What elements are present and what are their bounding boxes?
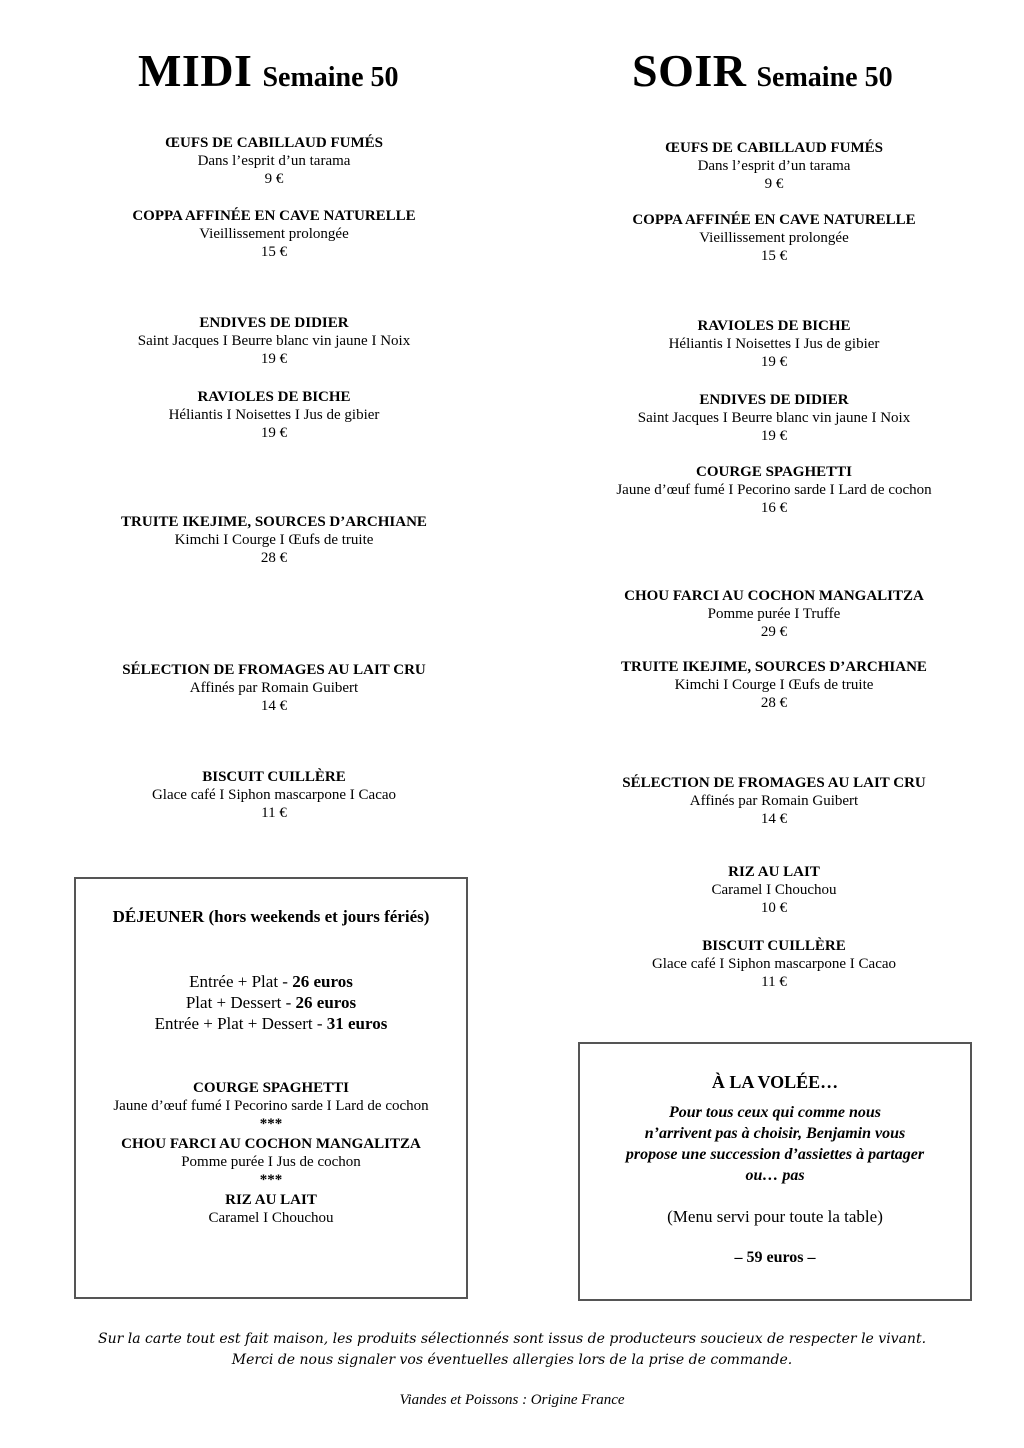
- dish-price: 19 €: [760, 354, 788, 370]
- soir-dish: [554, 658, 994, 712]
- dejeuner-dish: [76, 1135, 466, 1171]
- volee-line: Pour tous ceux qui comme nous: [668, 1104, 882, 1121]
- soir-title-main: SOIR: [632, 45, 747, 96]
- dish-name: BISCUIT CUILLÈRE: [202, 769, 346, 785]
- formula-label: Entrée + Plat -: [189, 972, 293, 991]
- midi-title-main: MIDI: [138, 45, 253, 96]
- dish-name: COURGE SPAGHETTI: [193, 1080, 349, 1096]
- dish-name: COPPA AFFINÉE EN CAVE NATURELLE: [132, 208, 416, 224]
- footer-origin: Viandes et Poissons : Origine France: [399, 1392, 625, 1408]
- dejeuner-title: DÉJEUNER (hors weekends et jours fériés): [112, 907, 430, 926]
- dish-name: RAVIOLES DE BICHE: [197, 389, 351, 405]
- dish-price: 11 €: [761, 974, 787, 990]
- dish-description: Glace café I Siphon mascarpone I Cacao: [651, 956, 897, 972]
- dish-name: COURGE SPAGHETTI: [696, 464, 852, 480]
- dish-price: 15 €: [760, 248, 788, 264]
- midi-dish: [54, 768, 494, 822]
- dish-name: SÉLECTION DE FROMAGES AU LAIT CRU: [122, 662, 426, 678]
- dish-description: Dans l’esprit d’un tarama: [197, 153, 351, 169]
- dish-description: Dans l’esprit d’un tarama: [697, 158, 851, 174]
- soir-title-week: Semaine 50: [756, 62, 893, 93]
- dish-name: TRUITE IKEJIME, SOURCES D’ARCHIANE: [121, 514, 427, 530]
- midi-dish: [54, 134, 494, 188]
- volee-line: ou… pas: [745, 1167, 805, 1184]
- dish-name: ŒUFS DE CABILLAUD FUMÉS: [165, 135, 383, 151]
- soir-dish: [554, 774, 994, 828]
- dish-description: Affinés par Romain Guibert: [189, 680, 359, 696]
- dish-price: 9 €: [764, 176, 784, 192]
- dish-name: RAVIOLES DE BICHE: [697, 318, 851, 334]
- dish-name: SÉLECTION DE FROMAGES AU LAIT CRU: [622, 775, 926, 791]
- dish-name: ENDIVES DE DIDIER: [199, 315, 349, 331]
- dish-description: Caramel I Chouchou: [208, 1210, 334, 1226]
- formula-line: [76, 992, 466, 1013]
- midi-title-week: Semaine 50: [262, 62, 399, 93]
- dish-price: 19 €: [260, 351, 288, 367]
- dish-price: 28 €: [760, 695, 788, 711]
- soir-dish: [554, 317, 994, 371]
- formula-price: 26 euros: [292, 972, 353, 991]
- dish-price: 28 €: [260, 550, 288, 566]
- dish-price: 16 €: [760, 500, 788, 516]
- dish-description: Kimchi I Courge I Œufs de truite: [674, 677, 874, 693]
- midi-dish: [54, 661, 494, 715]
- soir-menu: [554, 0, 994, 1000]
- midi-dish: [54, 513, 494, 567]
- midi-dish: [54, 207, 494, 261]
- dish-price: 19 €: [760, 428, 788, 444]
- dish-description: Héliantis I Noisettes I Jus de gibier: [168, 407, 380, 423]
- soir-dish: [554, 463, 994, 517]
- dejeuner-dish: [76, 1191, 466, 1227]
- soir-dish: [554, 211, 994, 265]
- dish-description: Caramel I Chouchou: [711, 882, 837, 898]
- midi-dish: [54, 314, 494, 368]
- midi-dish: [54, 388, 494, 442]
- dish-name: COPPA AFFINÉE EN CAVE NATURELLE: [632, 212, 916, 228]
- formula-label: Entrée + Plat + Dessert -: [154, 1014, 327, 1033]
- dish-description: Pomme purée I Jus de cochon: [181, 1154, 361, 1170]
- dish-description: Kimchi I Courge I Œufs de truite: [174, 532, 374, 548]
- dejeuner-dish: [76, 1079, 466, 1115]
- volee-price: – 59 euros –: [734, 1249, 816, 1266]
- dish-description: Saint Jacques I Beurre blanc vin jaune I Noix: [137, 333, 411, 349]
- soir-dish: [554, 139, 994, 193]
- dish-name: RIZ AU LAIT: [728, 864, 820, 880]
- dish-description: Jaune d’œuf fumé I Pecorino sarde I Lard de cochon: [113, 1098, 429, 1114]
- dish-description: Héliantis I Noisettes I Jus de gibier: [668, 336, 880, 352]
- formula-line: [76, 971, 466, 992]
- formula-label: Plat + Dessert -: [185, 993, 296, 1012]
- separator: ***: [259, 1172, 283, 1188]
- dish-name: CHOU FARCI AU COCHON MANGALITZA: [121, 1136, 421, 1152]
- dish-price: 10 €: [760, 900, 788, 916]
- dish-price: 14 €: [260, 698, 288, 714]
- separator: ***: [259, 1116, 283, 1132]
- dish-description: Vieillissement prolongée: [199, 226, 349, 242]
- footer-note: Sur la carte tout est fait maison, les produits sélectionnés sont issus de producteurs soucieux de respecter le vivant.: [97, 1331, 927, 1347]
- volee-line: n’arrivent pas à choisir, Benjamin vous: [644, 1125, 906, 1142]
- formula-price: 26 euros: [295, 993, 357, 1012]
- soir-dish: [554, 937, 994, 991]
- formula-line: [76, 1013, 466, 1034]
- dish-description: Pomme purée I Truffe: [707, 606, 841, 622]
- soir-dish: [554, 391, 994, 445]
- volee-line: propose une succession d’assiettes à partager: [625, 1146, 925, 1163]
- dish-name: CHOU FARCI AU COCHON MANGALITZA: [624, 588, 924, 604]
- dish-description: Saint Jacques I Beurre blanc vin jaune I Noix: [637, 410, 911, 426]
- soir-dish: [554, 863, 994, 917]
- dish-description: Vieillissement prolongée: [699, 230, 849, 246]
- dish-price: 15 €: [260, 244, 288, 260]
- volee-note: (Menu servi pour toute la table): [667, 1207, 883, 1226]
- soir-dish: [554, 587, 994, 641]
- dish-price: 11 €: [261, 805, 287, 821]
- volee-description: [580, 1102, 970, 1186]
- volee-title: À LA VOLÉE…: [711, 1072, 839, 1092]
- volee-box: [578, 1042, 972, 1301]
- dish-description: Jaune d’œuf fumé I Pecorino sarde I Lard de cochon: [616, 482, 932, 498]
- dish-description: Glace café I Siphon mascarpone I Cacao: [151, 787, 397, 803]
- dish-price: 14 €: [760, 811, 788, 827]
- midi-menu: [54, 0, 494, 870]
- dish-name: BISCUIT CUILLÈRE: [702, 938, 846, 954]
- dish-price: 9 €: [264, 171, 284, 187]
- dish-name: ENDIVES DE DIDIER: [699, 392, 849, 408]
- dish-price: 19 €: [260, 425, 288, 441]
- dejeuner-box: [74, 877, 468, 1299]
- dish-name: ŒUFS DE CABILLAUD FUMÉS: [665, 140, 883, 156]
- formula-price: 31 euros: [326, 1014, 388, 1033]
- dish-description: Affinés par Romain Guibert: [689, 793, 859, 809]
- dish-name: RIZ AU LAIT: [225, 1192, 317, 1208]
- footer-allergy-note: Merci de nous signaler vos éventuelles allergies lors de la prise de commande.: [231, 1352, 793, 1368]
- dish-name: TRUITE IKEJIME, SOURCES D’ARCHIANE: [621, 659, 927, 675]
- dish-price: 29 €: [760, 624, 788, 640]
